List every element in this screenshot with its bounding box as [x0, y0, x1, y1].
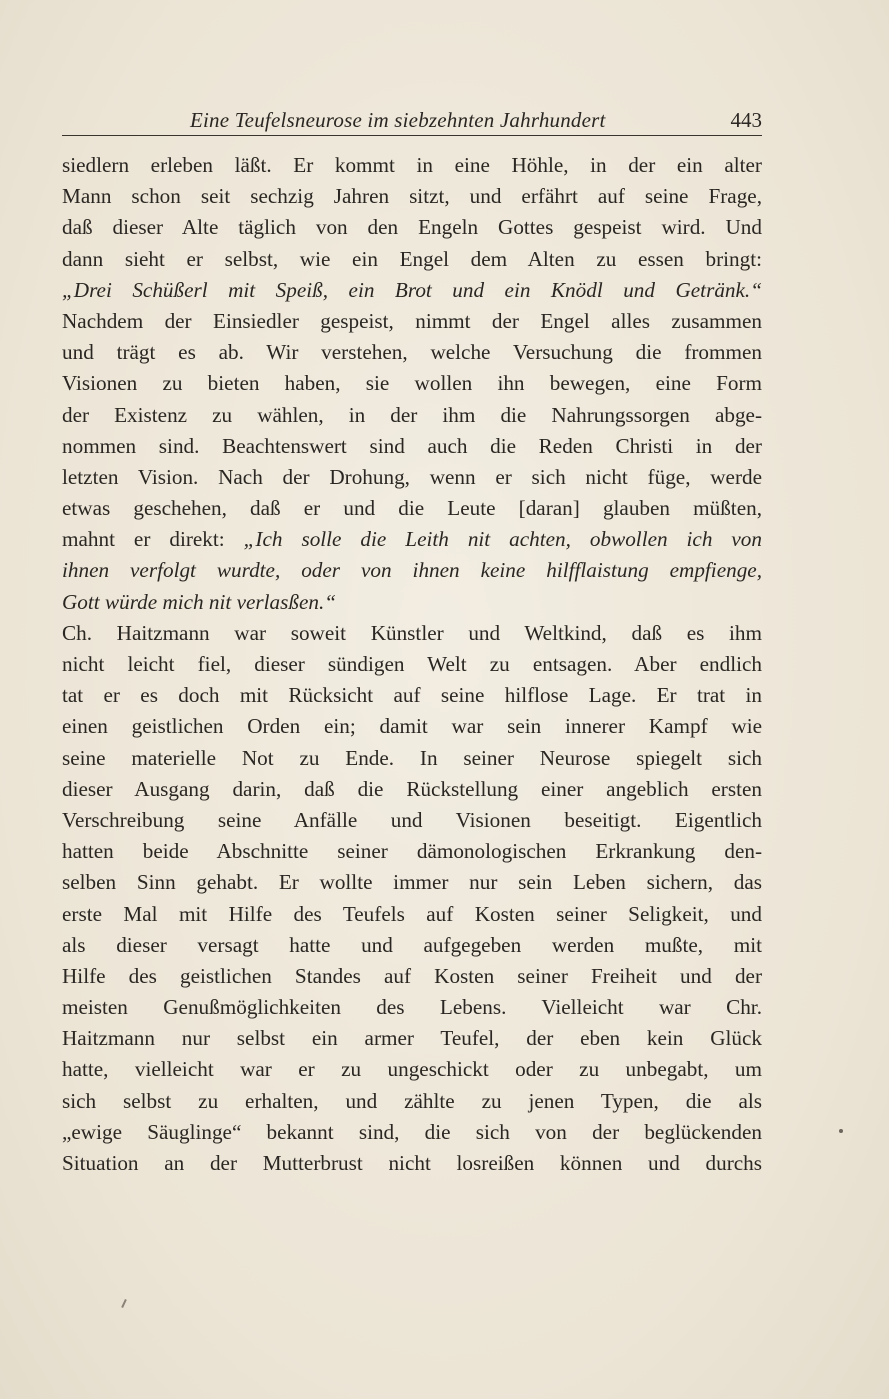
text-line: sich selbst zu erhalten, und zählte zu jenen Typen, die als [62, 1088, 762, 1113]
running-head [62, 108, 762, 136]
margin-speck [839, 1129, 843, 1133]
text-line: Haitzmann nur selbst ein armer Teufel, der eben kein Glück [62, 1026, 762, 1051]
text-line: dann sieht er selbst, wie ein Engel dem Alten zu essen bringt: [62, 246, 762, 271]
quote-line: Gott würde mich nit verlasßen.“ [62, 589, 337, 614]
text-line: erste Mal mit Hilfe des Teufels auf Kosten seiner Seligkeit, und [62, 901, 762, 926]
text-line: Ch. Haitzmann war soweit Künstler und Weltkind, daß es ihm [62, 620, 762, 645]
text-line: tat er es doch mit Rücksicht auf seine hilflose Lage. Er trat in [62, 683, 762, 708]
text-line: etwas geschehen, daß er und die Leute [daran] glauben müßten, [62, 496, 762, 521]
text-line: „ewige Säuglinge“ bekannt sind, die sich von der beglückenden [62, 1119, 762, 1144]
text-line: Mann schon seit sechzig Jahren sitzt, und erfährt auf seine Frage, [62, 184, 762, 209]
text-line: selben Sinn gehabt. Er wollte immer nur sein Leben sichern, das [62, 870, 762, 895]
text-line: letzten Vision. Nach der Drohung, wenn er sich nicht füge, werde [62, 464, 762, 489]
header-rule [62, 135, 762, 136]
text-line: Verschreibung seine Anfälle und Visionen beseitigt. Eigentlich [62, 807, 762, 832]
text-line: der Existenz zu wählen, in der ihm die Nahrungssorgen abge- [62, 402, 762, 427]
text-line: nommen sind. Beachtenswert sind auch die Reden Christi in der [62, 433, 762, 458]
text-line: Nachdem der Einsiedler gespeist, nimmt der Engel alles zusammen [62, 308, 762, 333]
body-text [62, 150, 762, 1179]
text-line: daß dieser Alte täglich von den Engeln Gottes gespeist wird. Und [62, 215, 762, 240]
text-line: hatte, vielleicht war er zu ungeschickt oder zu unbegabt, um [62, 1057, 762, 1082]
mahnt-quote: „Ich solle die Leith nit achten, obwollen ich von [243, 527, 762, 552]
text-line: als dieser versagt hatte und aufgegeben werden mußte, mit [62, 932, 762, 957]
page-number: 443 [730, 108, 762, 132]
text-line: seine materielle Not zu Ende. In seiner Neurose spiegelt sich [62, 745, 762, 770]
text-line: hatten beide Abschnitte seiner dämonologischen Erkrankung den- [62, 839, 762, 864]
text-line: Visionen zu bieten haben, sie wollen ihn bewegen, eine Form [62, 371, 762, 396]
text-line: siedlern erleben läßt. Er kommt in eine Höhle, in der ein alter [62, 153, 762, 177]
margin-mark [121, 1299, 127, 1308]
text-line-mixed [62, 524, 762, 555]
text-line: meisten Genußmöglichkeiten des Lebens. Vielleicht war Chr. [62, 995, 762, 1020]
text-line: nicht leicht fiel, dieser sündigen Welt zu entsagen. Aber endlich [62, 652, 762, 676]
mahnt-prefix: mahnt er direkt: [62, 527, 244, 552]
text-line: dieser Ausgang darin, daß die Rückstellung einer angeblich ersten [62, 776, 762, 801]
text-line: Hilfe des geistlichen Standes auf Kosten seiner Freiheit und der [62, 963, 762, 988]
running-title: Eine Teufelsneurose im siebzehnten Jahrhundert [190, 108, 606, 132]
text-line: und trägt es ab. Wir verstehen, welche Versuchung die frommen [62, 340, 762, 365]
quote-line: ihnen verfolgt wurdte, oder von ihnen keine hilfflaistung empfienge, [62, 558, 762, 583]
text-line: Situation an der Mutterbrust nicht losreißen können und durchs [62, 1151, 762, 1175]
text-line: einen geistlichen Orden ein; damit war sein innerer Kampf wie [62, 714, 762, 739]
quote-line: „Drei Schüßerl mit Speiß, ein Brot und ein Knödl und Getränk.“ [62, 277, 762, 302]
